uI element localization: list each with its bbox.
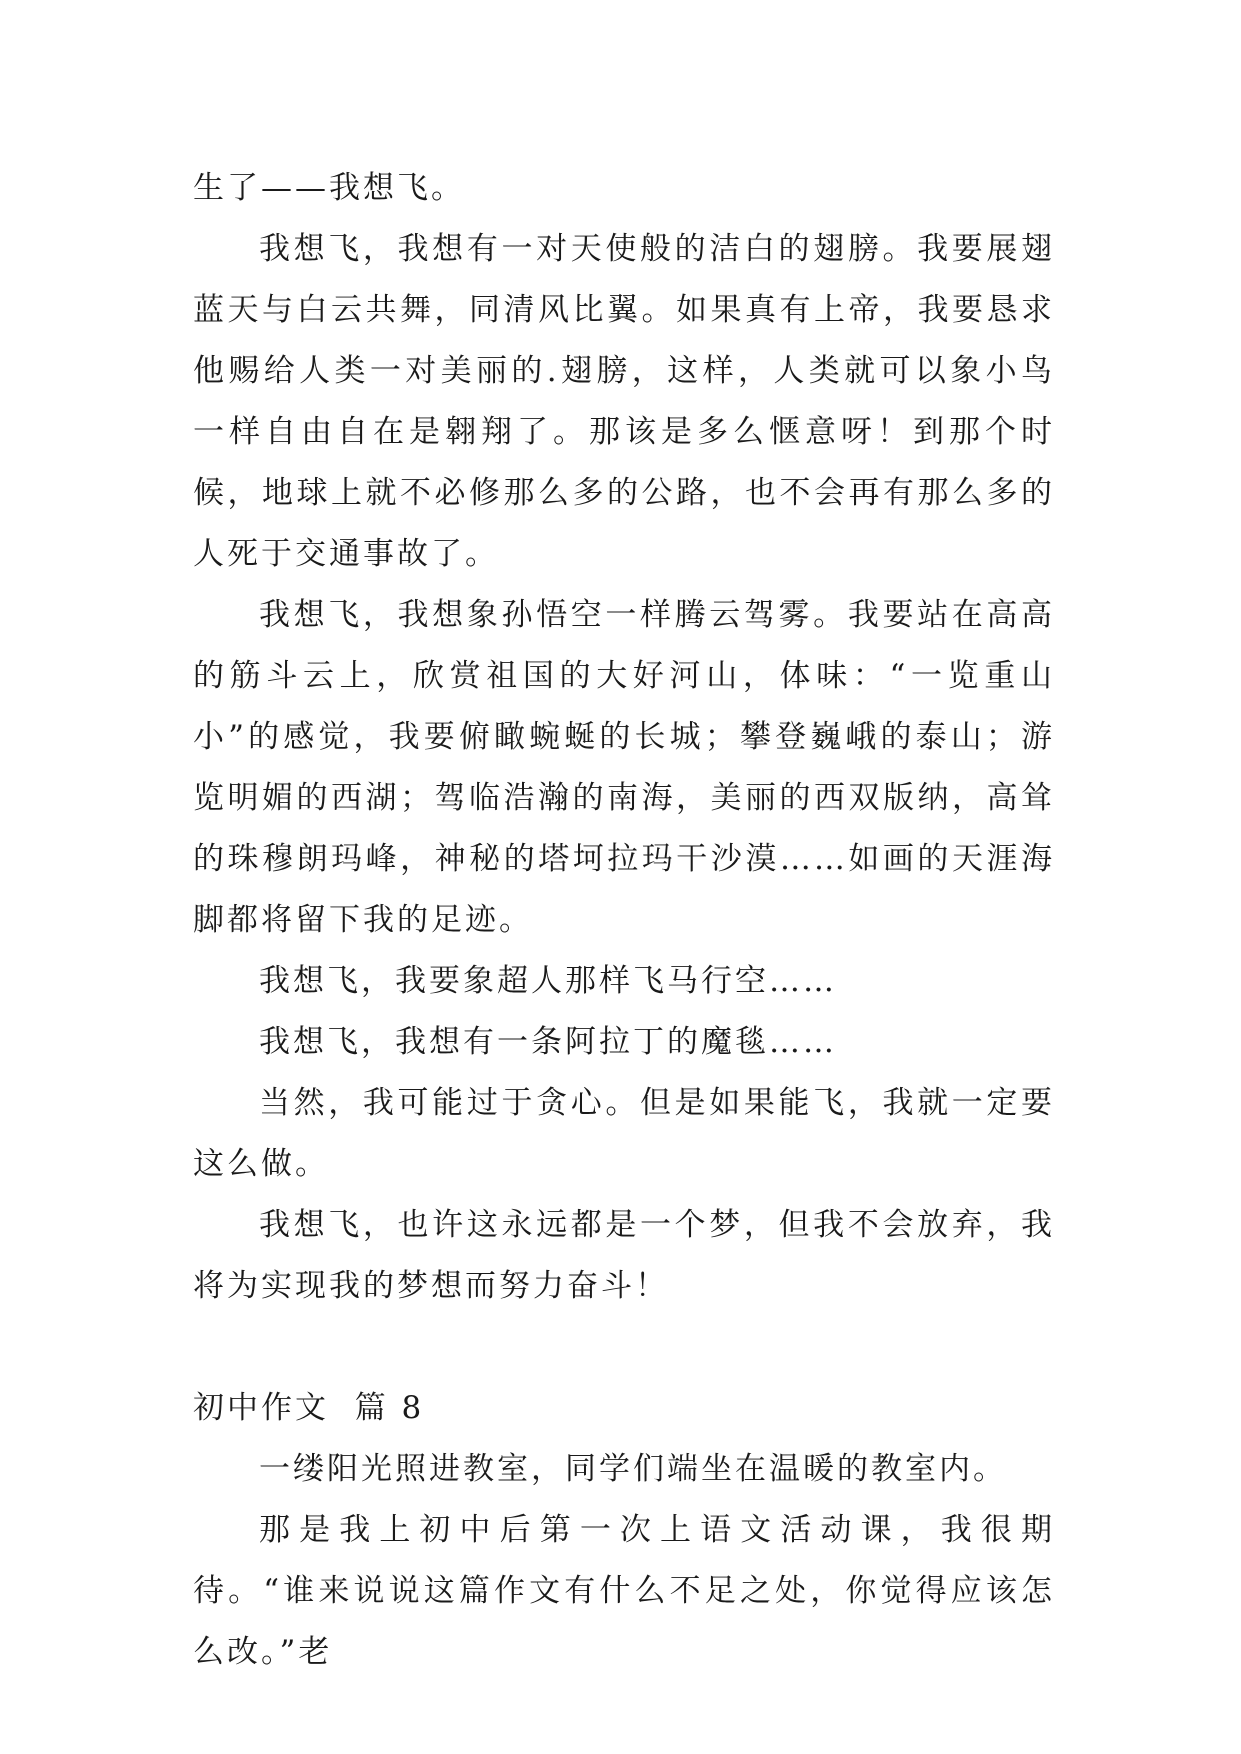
paragraph: 一缕阳光照进教室，同学们端坐在温暖的教室内。 — [259, 1451, 1007, 1487]
paragraph: 我想飞，我想有一条阿拉丁的魔毯…… — [259, 1024, 837, 1060]
paragraph: 我想飞，也许这永远都是一个梦，但我不会放弃，我将为实现我的梦想而努力奋斗！ — [193, 1207, 1055, 1304]
paragraph: 我想飞，我要象超人那样飞马行空…… — [259, 963, 837, 999]
section-heading: 初中作文 篇 8 — [193, 1390, 425, 1426]
document-body — [193, 158, 1055, 1683]
paragraph: 我想飞，我想象孙悟空一样腾云驾雾。我要站在高高的筋斗云上，欣赏祖国的大好河山，体味：“一览重山小”的感觉，我要俯瞰蜿蜒的长城；攀登巍峨的泰山；游览明媚的西湖；驾临浩瀚的南海，美丽的西双版纳，高耸的珠穆朗玛峰，神秘的塔坷拉玛干沙漠……如画的天涯海脚都将留下我的足迹。 — [193, 597, 1055, 938]
paragraph: 当然，我可能过于贪心。但是如果能飞，我就一定要这么做。 — [193, 1085, 1055, 1182]
paragraph: 生了——我想飞。 — [193, 170, 465, 206]
paragraph: 那是我上初中后第一次上语文活动课，我很期待。“谁来说说这篇作文有什么不足之处，你觉得应该怎么改。”老 — [193, 1512, 1055, 1670]
paragraph: 我想飞，我想有一对天使般的洁白的翅膀。我要展翅蓝天与白云共舞，同清风比翼。如果真有上帝，我要恳求他赐给人类一对美丽的.翅膀，这样，人类就可以象小鸟一样自由自在是翱翔了。那该是多么惬意呀！到那个时候，地球上就不必修那么多的公路，也不会再有那么多的人死于交通事故了。 — [193, 231, 1055, 572]
section-spacer — [193, 1317, 1055, 1378]
